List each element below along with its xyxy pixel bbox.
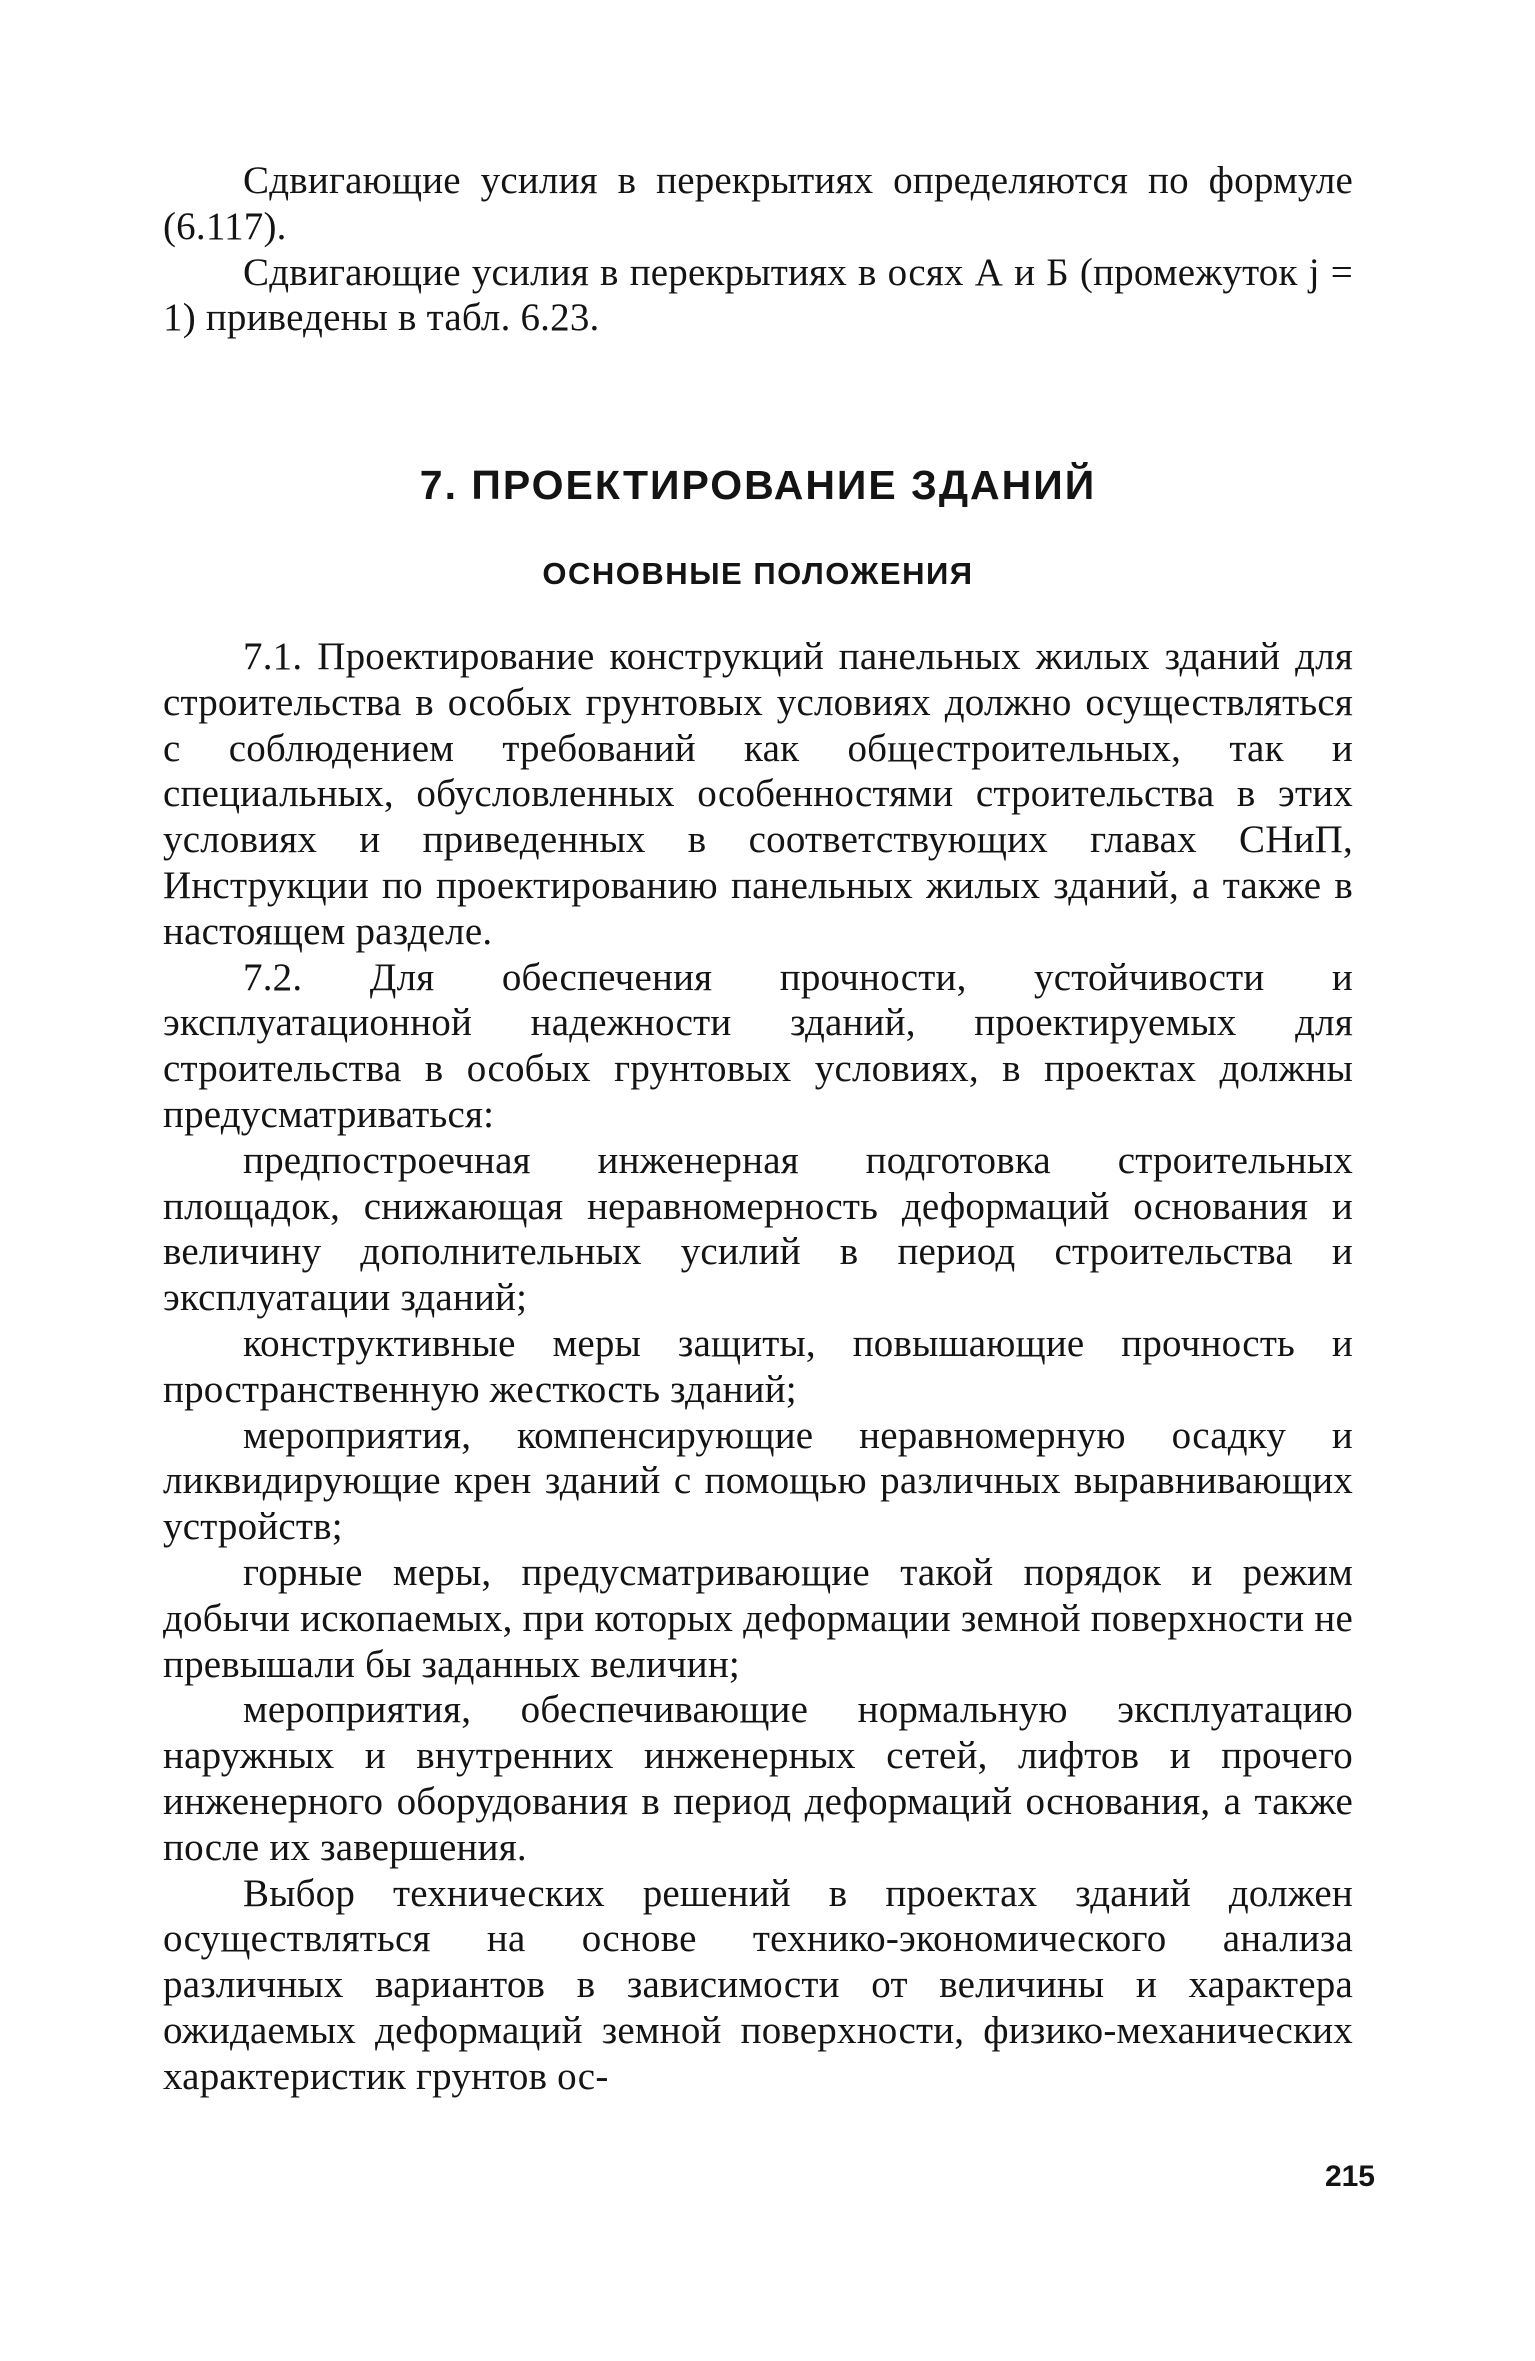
paragraph-7-2: 7.2. Для обеспечения прочности, устойчивости и эксплуатационной надежности зданий, проектируемых для строительства в особых грунтовых условиях, в проектах должны предусматриваться: — [163, 955, 1353, 1136]
list-item-mining-measures: горные меры, предусматривающие такой порядок и режим добычи ископаемых, при которых деформации земной поверхности не превышали бы заданных величин; — [163, 1550, 1353, 1686]
intro-block — [163, 158, 1353, 341]
list-item-structural-measures: конструктивные меры защиты, повышающие прочность и пространственную жесткость зданий; — [163, 1321, 1353, 1411]
intro-paragraph-1: Сдвигающие усилия в перекрытиях определяются по формуле (6.117). — [163, 159, 1353, 248]
paragraph-technical-solutions: Выбор технических решений в проектах зданий должен осуществляться на основе технико-экономического анализа различных вариантов в зависимости от величины и характера ожидаемых деформаций земной поверхности, физико-механических характеристик грунтов ос- — [163, 1871, 1353, 2098]
subsection-title: ОСНОВНЫЕ ПОЛОЖЕНИЯ — [542, 556, 974, 591]
intro-paragraph-2: Сдвигающие усилия в перекрытиях в осях А и Б (промежуток j = 1) приведены в табл. 6.23. — [163, 250, 1353, 340]
section-title: 7. ПРОЕКТИРОВАНИЕ ЗДАНИЙ — [419, 462, 1097, 508]
paragraph-7-1: 7.1. Проектирование конструкций панельных жилых зданий для строительства в особых грунтовых условиях должно осуществляться с соблюдением требований как общестроительных, так и специальных, обусловленных особенностями строительства в этих условиях и приведенных в соответствующих главах СНиП, Инструкции по проектированию панельных жилых зданий, а также в настоящем разделе. — [163, 635, 1353, 953]
body-text — [163, 634, 1353, 2100]
list-item-settlement-compensation: мероприятия, компенсирующие неравномерную осадку и ликвидирующие крен зданий с помощью различных выравнивающих устройств; — [163, 1413, 1353, 1549]
list-item-site-preparation: предпостроечная инженерная подготовка строительных площадок, снижающая неравномерность деформаций основания и величину дополнительных усилий в период строительства и эксплуатации зданий; — [163, 1138, 1353, 1320]
list-item-utility-operation: мероприятия, обеспечивающие нормальную эксплуатацию наружных и внутренних инженерных сетей, лифтов и прочего инженерного оборудования в период деформаций основания, а также после их завершения. — [163, 1688, 1353, 1869]
page-number: 215 — [1324, 2160, 1375, 2193]
